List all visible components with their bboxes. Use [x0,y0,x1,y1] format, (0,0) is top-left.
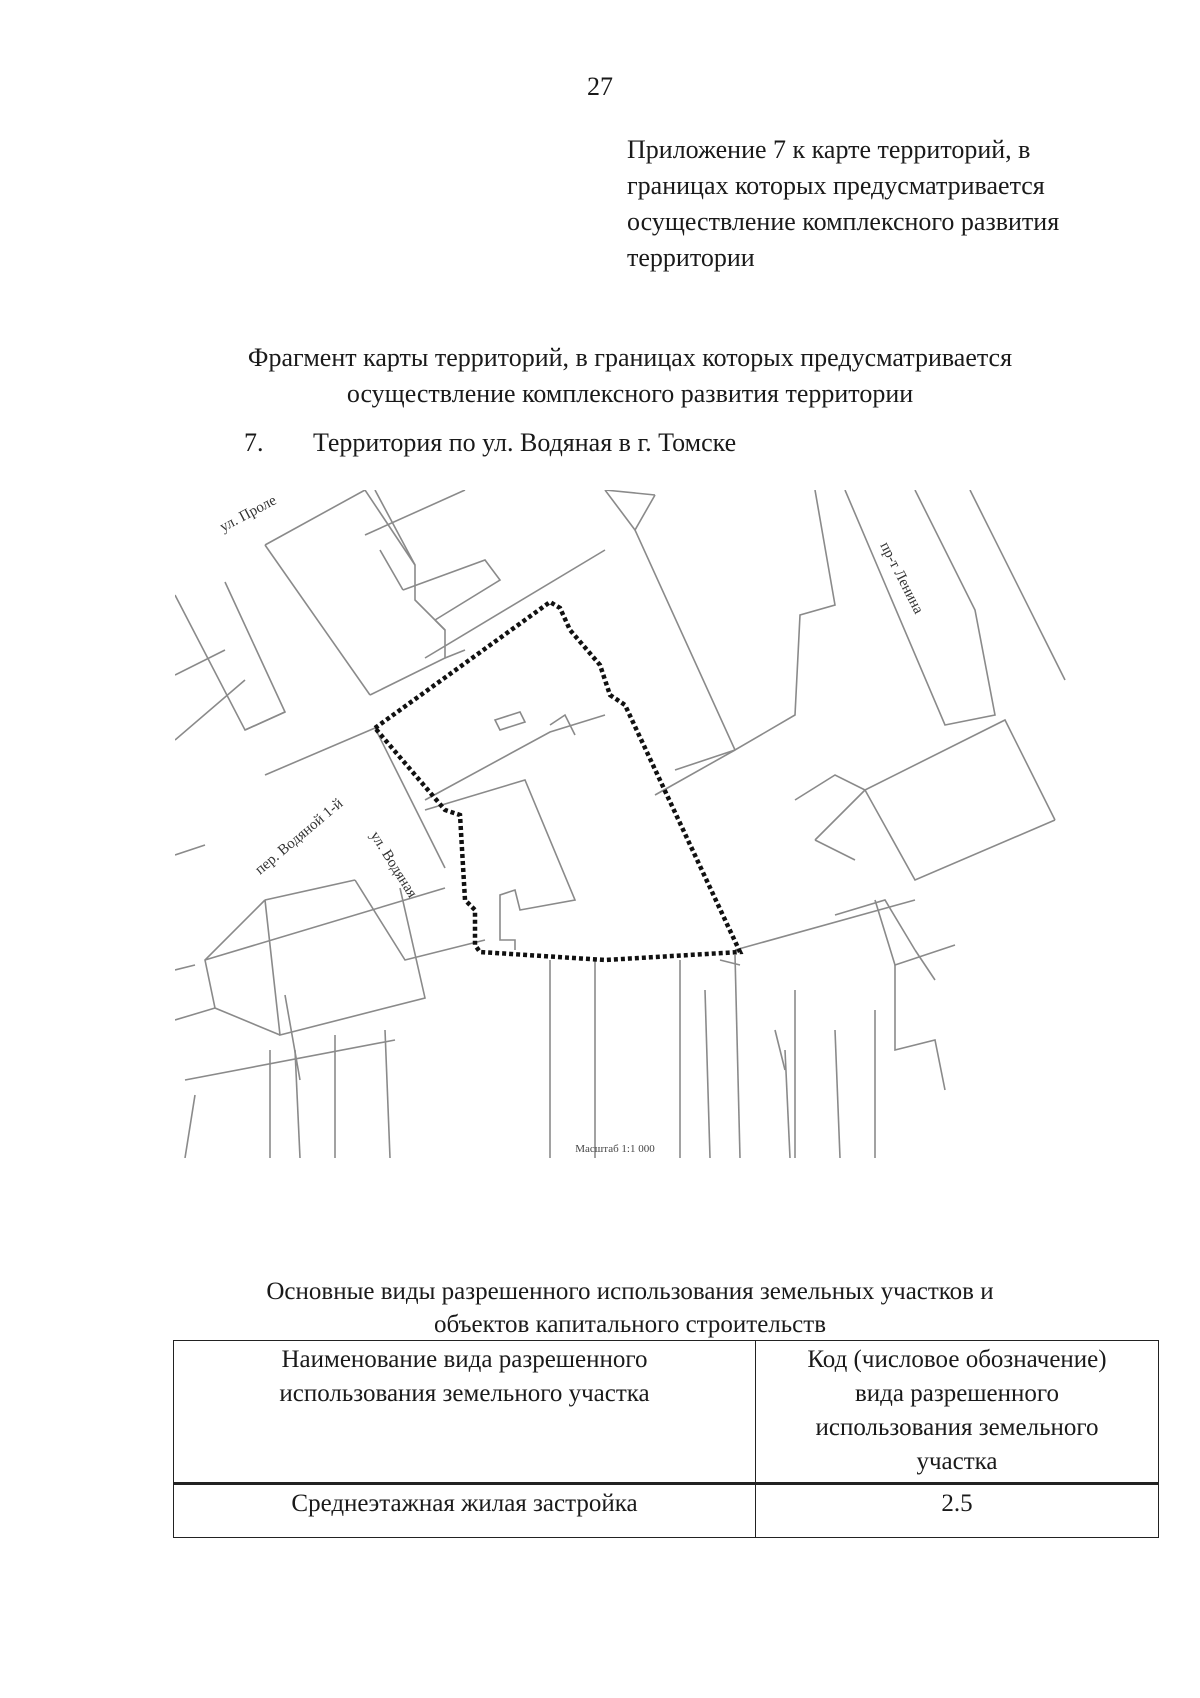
page-number: 27 [587,72,613,101]
street-label-proletarskaya: ул. Проле [217,492,280,536]
fragment-title-line: Фрагмент карты территорий, в границах которых предусматривается [247,343,1013,372]
map-drawing [175,490,1110,1158]
appendix-note-line: осуществление комплексного развития [627,207,1060,236]
header-code-cell [756,1341,1159,1484]
permitted-use-table [173,1340,1159,1538]
map-scale-label: Масштаб 1:1 000 [575,1143,655,1155]
use-name-cell: Среднеэтажная жилая застройка [174,1484,756,1538]
appendix-note-line: границах которых предусматривается [627,171,1045,200]
appendix-note [627,132,1167,276]
header-line: Код (числовое обозначение) [807,1346,1107,1373]
territory-name: Территория по ул. Водяная в г. Томске [313,428,737,457]
header-name-cell [174,1341,756,1484]
territory-map [175,490,1110,1158]
table-title-line: Основные виды разрешенного использования земельных участков и [266,1278,994,1305]
header-line: использования земельного [815,1414,1099,1441]
table-header-row [174,1341,1159,1484]
header-line: Наименование вида разрешенного [281,1346,648,1373]
header-line: вида разрешенного [854,1380,1060,1407]
appendix-note-line: Приложение 7 к карте территорий, в [627,135,1031,164]
street-label-vodyanaya: ул. Водяная [366,828,420,901]
street-label-lenina: пр-т Ленина [876,539,927,617]
header-line: использования земельного участка [279,1380,650,1407]
appendix-note-line: территории [627,243,755,272]
table-title [200,1275,1060,1341]
use-code-cell: 2.5 [756,1484,1159,1538]
header-line: участка [916,1448,998,1475]
street-label-vodyanoy-lane: пер. Водяной 1-й [252,795,347,879]
fragment-title-line: осуществление комплексного развития территории [346,379,914,408]
territory-number: 7. [244,428,264,457]
table-row [174,1484,1159,1538]
fragment-title [150,340,1110,412]
table-title-line: объектов капитального строительств [434,1311,826,1338]
